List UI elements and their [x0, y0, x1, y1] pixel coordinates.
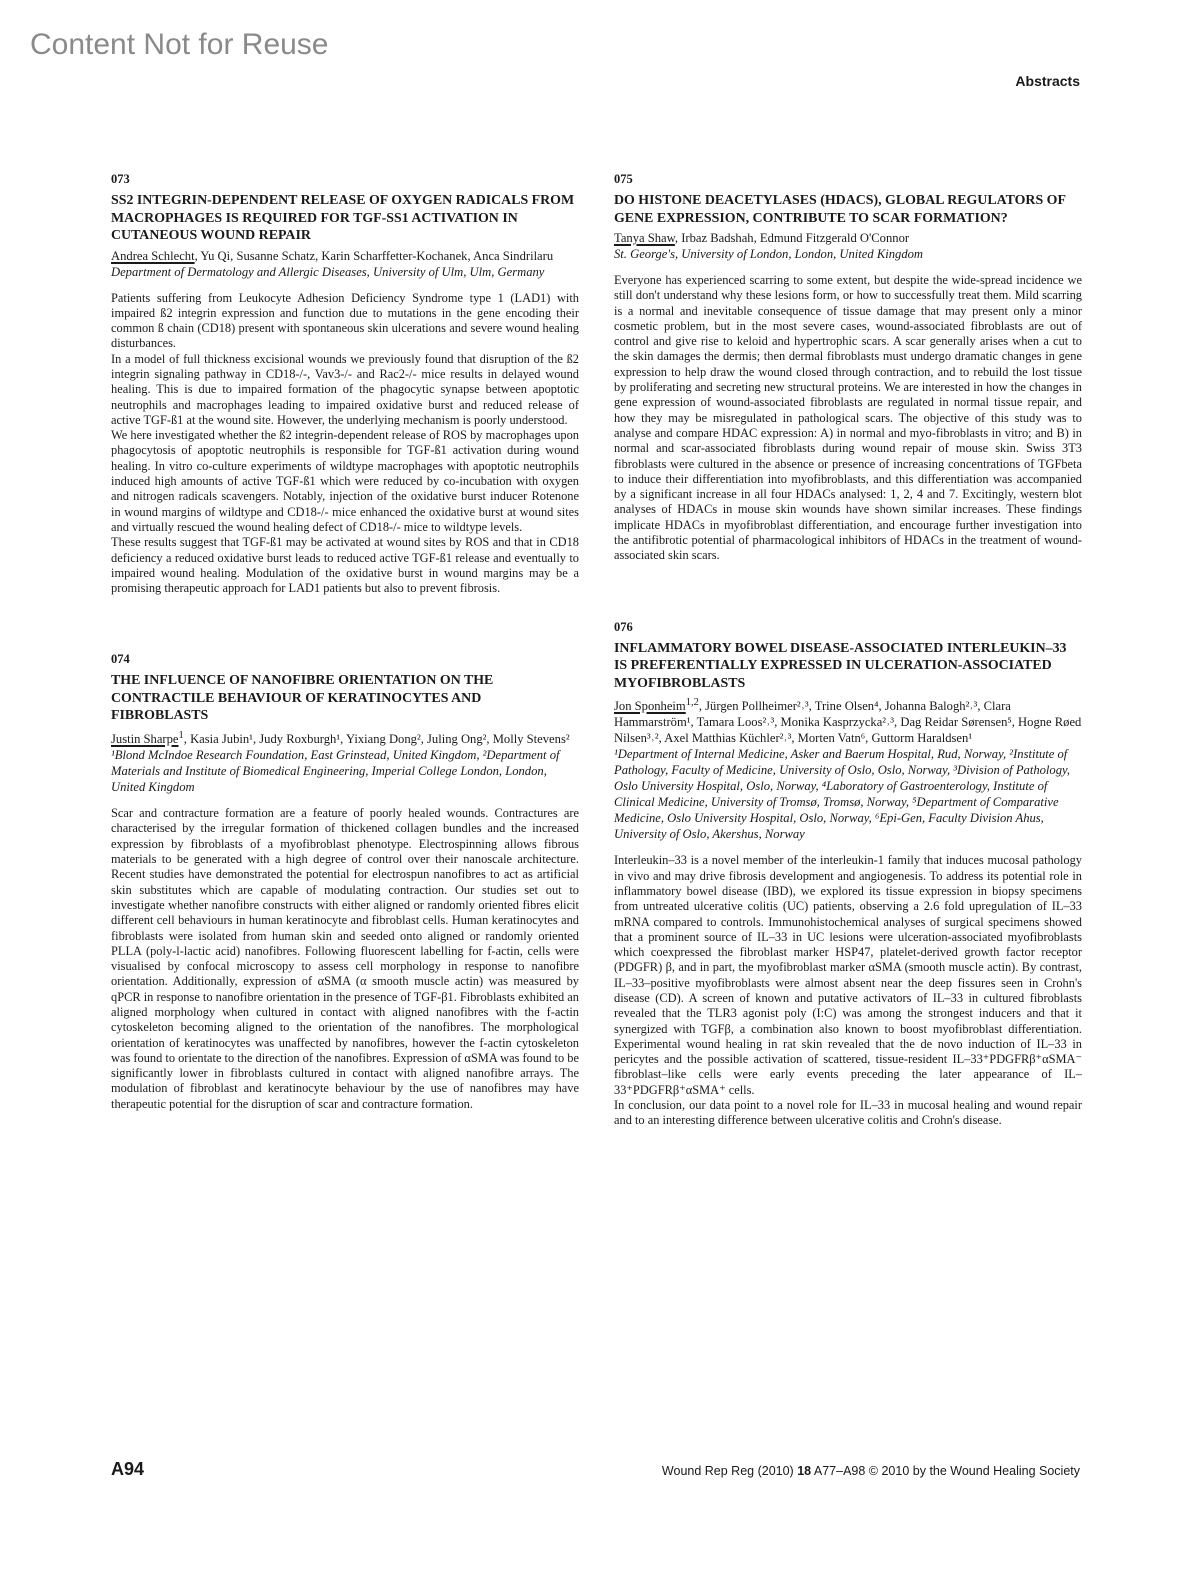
abstract-title: THE INFLUENCE OF NANOFIBRE ORIENTATION ON THE CONTRACTILE BEHAVIOUR OF KERATINOCYTES AND FIBROBLASTS	[111, 673, 494, 724]
abstract-body	[614, 273, 1082, 564]
abstract-body	[614, 853, 1082, 1128]
abstract-075	[614, 172, 1082, 564]
citation-suffix: A77–A98 © 2010 by the Wound Healing Society	[811, 1464, 1080, 1478]
abstract-number: 075	[614, 172, 633, 186]
watermark: Content Not for Reuse	[30, 28, 329, 61]
abstract-number: 076	[614, 619, 633, 634]
abstract-076	[614, 620, 1082, 1129]
abstract-affiliation: St. George's, University of London, London, United Kingdom	[614, 247, 924, 261]
abstract-number: 074	[111, 652, 130, 667]
abstract-title: DO HISTONE DEACETYLASES (HDACS), GLOBAL REGULATORS OF GENE EXPRESSION, CONTRIBUTE TO SCAR FORMATION?	[614, 193, 1066, 226]
presenting-author: Jon Sponheim	[614, 699, 686, 714]
presenting-author: Andrea Schlecht	[111, 248, 195, 263]
paragraph: In a model of full thickness excisional wounds we previously found that disruption of the ß2 integrin signaling pathway in CD18-/-, Vav3-/- and Rac2-/- mice results in delayed wound healing. This is due to impaired formation of the phagocytic synapse between apoptotic neutrophils and macrophages leading to impaired oxidative burst and reduced release of active TGF-ß1 at the wound site. However, the underlying mechanism is poorly understood.	[111, 351, 579, 427]
paragraph: Everyone has experienced scarring to some extent, but despite the wide-spread incidence we still don't understand why these lesions form, or how to successfully treat them. Mild scarring is a normal and inevitable consequence of tissue damage that may present only a minor cosmetic problem, but in the most severe cases, wound-associated fibroblasts are out of control and give rise to keloid and hypertrophic scars. A scar generally arises when a cut to the skin damages the dermis; then dermal fibroblasts must undergo dramatic changes in gene expression to help draw the wound closed through contraction, and to rebuild the lost tissue by proliferating and secreting new structural proteins. We are interested in how the changes in gene expression of wound-associated fibroblasts are regulated in normal tissue repair, and how they may be misregulated in pathological scars. The objective of this study was to analyse and compare HDAC expression: A) in normal and myo-fibroblasts in vitro; and B) in normal and scar-associated fibroblasts during wound repair of mouse skin. Swiss 3T3 fibroblasts were cultured in the absence or presence of increasing concentrations of TGFbeta to induce their differentiation into myofibroblasts, and this differentiation was accompanied by a significant increase in all four HDACs analysed: 1, 2, 4 and 7. Excitingly, western blot analyses of HDACs in mouse skin wounds have shown similar increases. These findings implicate HDACs in myofibroblast differentiation, and encourage further investigation into the antifibrotic potential of pharmacological inhibitors of HDACs in the treatment of wound-associated skin scars.	[614, 273, 1082, 563]
abstract-affiliation: Department of Dermatology and Allergic Diseases, University of Ulm, Ulm, Germany	[111, 264, 545, 279]
abstract-affiliation: ¹Blond McIndoe Research Foundation, East Grinstead, United Kingdom, ²Department of Materials and Institute of Biomedical Engineering, Imperial College London, London, United Kingdom	[111, 748, 560, 795]
right-column	[614, 172, 1082, 1173]
presenting-author: Justin Sharpe	[111, 732, 179, 747]
citation-volume: 18	[797, 1464, 812, 1478]
co-authors: , Irbaz Badshah, Edmund Fitzgerald O'Connor	[674, 231, 910, 245]
abstract-body	[111, 806, 579, 1112]
co-authors: , Kasia Jubin¹, Judy Roxburgh¹, Yixiang Dong², Juling Ong², Molly Stevens²	[183, 732, 570, 747]
abstract-number: 073	[111, 172, 130, 186]
page-number: A94	[111, 1459, 145, 1479]
abstract-074	[111, 652, 579, 1112]
abstract-affiliation: ¹Department of Internal Medicine, Asker and Baerum Hospital, Rud, Norway, ²Institute of Pathology, Faculty of Medicine, University of Oslo, Oslo, Norway, ³Division of Pathology, Oslo University Hospital, Oslo, Norway, ⁴Laboratory of Gastroenterology, Institute of Clinical Medicine, University of Tromsø, Tromsø, Norway, ⁵Department of Comparative Medicine, Oslo University Hospital, Oslo, Norway, ⁶Epi-Gen, Faculty Division Ahus, University of Oslo, Akershus, Norway	[614, 747, 1071, 842]
abstract-authors	[614, 695, 1082, 746]
citation-prefix: Wound Rep Reg (2010)	[661, 1464, 798, 1478]
abstract-authors	[111, 728, 579, 747]
left-column	[111, 172, 579, 1156]
abstract-body	[111, 291, 579, 597]
paragraph: These results suggest that TGF-ß1 may be activated at wound sites by ROS and that in CD18 deficiency a reduced oxidative burst leads to reduced active TGF-ß1 release and eventually to impaired wound healing. Modulation of the oxidative burst in wound margins may be a promising therapeutic approach for LAD1 patients but also to prevent fibrosis.	[111, 535, 579, 596]
paragraph: In conclusion, our data point to a novel role for IL–33 in mucosal healing and wound repair and to an interesting difference between ulcerative colitis and Crohn's disease.	[614, 1098, 1082, 1128]
abstract-title: INFLAMMATORY BOWEL DISEASE-ASSOCIATED INTERLEUKIN–33 IS PREFERENTIALLY EXPRESSED IN ULCERATION-ASSOCIATED MYOFIBROBLASTS	[614, 640, 1067, 691]
section-label: Abstracts	[1015, 73, 1080, 89]
journal-citation	[662, 1464, 1080, 1478]
co-authors: , Yu Qi, Susanne Schatz, Karin Scharffetter-Kochanek, Anca Sindrilaru	[194, 248, 554, 263]
paragraph: Patients suffering from Leukocyte Adhesion Deficiency Syndrome type 1 (LAD1) with impaired ß2 integrin expression and function due to mutations in the gene encoding their common ß chain (CD18) present with spontaneous skin ulcerations and severe wound healing disturbances.	[111, 290, 579, 351]
paragraph: Scar and contracture formation are a feature of poorly healed wounds. Contractures are characterised by the irregular formation of thickened collagen bundles and the increased expression by fibroblasts of a myofibroblast phenotype. Electrospinning allows fibrous materials to be generated with a high degree of control over their nanoscale architecture. Recent studies have demonstrated the potential for electrospun nanofibres to act as artificial skin substitutes which are capable of modulating contraction. Our studies set out to investigate whether nanofibre constructs with either aligned or randomly oriented fibres elicit different cell behaviours in human keratinocyte and fibroblast cells. Human keratinocytes and fibroblasts were isolated from human skin and seeded onto aligned or randomly oriented PLLA (poly-l-lactic acid) nanofibres. Following fluorescent labelling for f-actin, cells were visualised by confocal microscopy to assess cell morphology in response to nanofibre orientation. Additionally, expression of αSMA (α smooth muscle actin) was measured by qPCR in response to nanofibre orientation in the presence of TGF-β1. Fibroblasts exhibited an aligned morphology when cultured in contact with aligned nanofibres with the f-actin cytoskeleton becoming aligned to the orientation of the nanofibres. The morphological orientation of keratinocytes was unaffected by nanofibres, however the f-actin cytoskeleton was found to orientate to the direction of the nanofibres. Expression of αSMA was found to be significantly lower in fibroblasts cultured in contact with aligned nanofibre arrays. The modulation of fibroblast and keratinocyte behaviour by the use of nanofibres may have therapeutic potential for the disruption of scar and contracture formation.	[111, 806, 579, 1111]
affiliation-marker: 1,2	[685, 697, 699, 709]
affiliation-marker: 1	[178, 729, 184, 741]
abstract-073	[111, 172, 579, 596]
co-authors: , Jürgen Pollheimer²˒³, Trine Olsen⁴, Johanna Balogh²˒³, Clara Hammarström¹, Tamara Loos²˒³, Monika Kasprzycka²˒³, Dag Reidar Sørensen⁵, Hogne Røed Nilsen³˒², Axel Matthias Küchler²˒³, Morten Vatn⁶, Guttorm Haraldsen¹	[614, 699, 1082, 746]
abstract-authors	[614, 230, 1082, 246]
abstract-authors	[111, 248, 579, 264]
presenting-author: Tanya Shaw	[614, 231, 675, 245]
paragraph: Interleukin–33 is a novel member of the interleukin-1 family that induces mucosal pathology in vivo and may drive fibrosis development and angiogenesis. To address its potential role in inflammatory bowel disease (IBD), we explored its tissue expression in biopsy specimens from untreated ulcerative colitis (UC) patients, observing a 2.6 fold upregulation of IL–33 mRNA compared to controls. Immunohistochemical analyses of surgical specimens showed that a prominent source of IL–33 in UC lesions were ulceration-associated myofibroblasts which coexpressed the fibroblast marker HSP47, platelet-derived growth factor receptor (PDGFR) β, and in part, the myofibroblast marker αSMA (smooth muscle actin). By contrast, IL–33–positive myofibroblasts were almost absent near the deep fissures seen in Crohn's disease (CD). A screen of known and putative activators of IL–33 in cultured fibroblasts revealed that the TLR3 agonist poly (I:C) was among the strongest inducers and that it synergized with TGFβ, a combination also known to boost myofibroblast differentiation. Experimental wound healing in rat skin revealed that the de novo induction of IL–33 in pericytes and the possible activation of scattered, tissue-resident IL–33⁺PDGFRβ⁺αSMA⁻ fibroblast–like cells were early events preceding the later appearance of IL–33⁺PDGFRβ⁺αSMA⁺ cells.	[614, 853, 1082, 1097]
paragraph: We here investigated whether the ß2 integrin-dependent release of ROS by macrophages upon phagocytosis of apoptotic neutrophils is responsible for TGF-ß1 activation during wound healing. In vitro co-culture experiments of wildtype macrophages with apoptotic neutrophils induced high amounts of active TGF-ß1 which were reduced by co-incubation with oxygen and nitrogen radicals scavengers. Notably, injection of the oxidative burst inducer Rotenone in wound margins of wildtype and CD18-/- mice enhanced the oxidative burst at wound sites and virtually rescued the wound healing defect of CD18-/- mice to wildtype levels.	[111, 428, 579, 534]
abstract-title: SS2 INTEGRIN-DEPENDENT RELEASE OF OXYGEN RADICALS FROM MACROPHAGES IS REQUIRED FOR TGF-SS1 ACTIVATION IN CUTANEOUS WOUND REPAIR	[111, 193, 575, 243]
